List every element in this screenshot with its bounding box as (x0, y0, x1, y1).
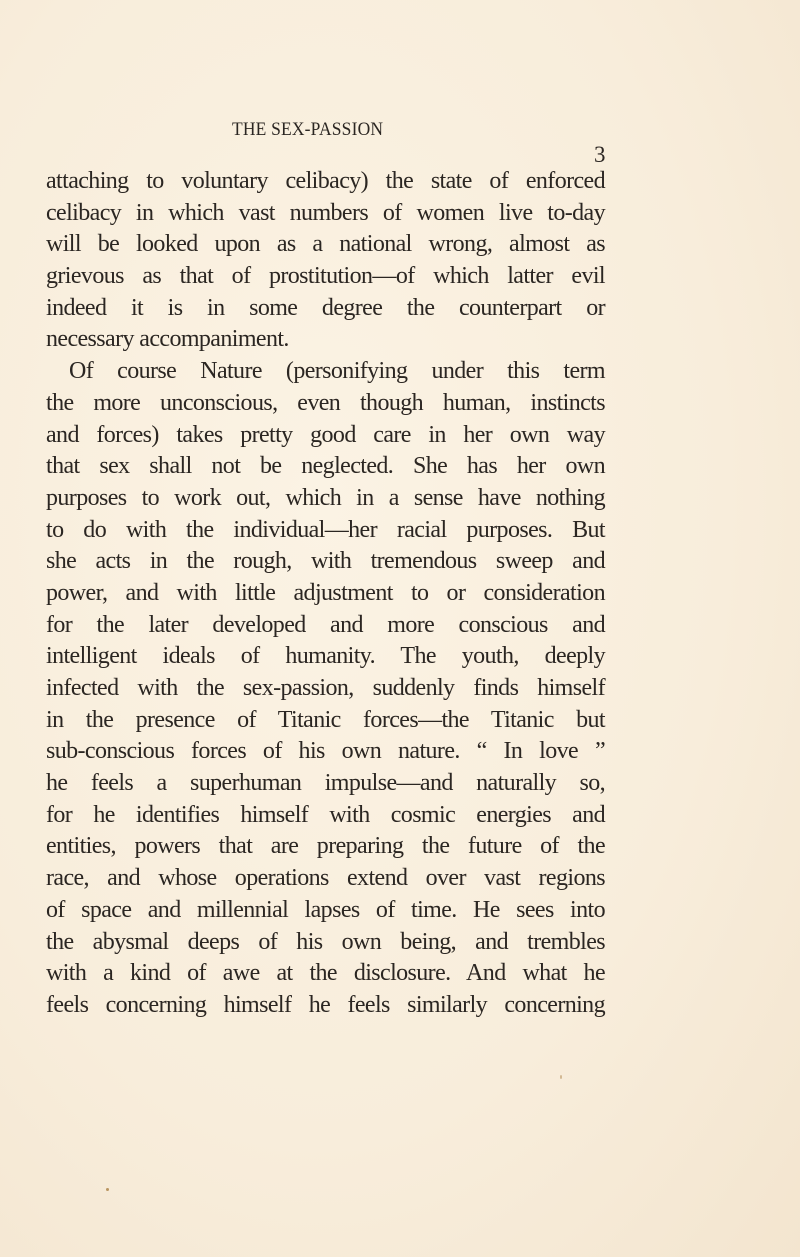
text-line: sub-conscious forces of his own nature. “ In love ” (46, 738, 605, 765)
text-line: intelligent ideals of humanity. The youth, deeply (46, 643, 605, 670)
text-line: grievous as that of prostitution—of which latter evil (46, 263, 605, 290)
text-line: celibacy in which vast numbers of women live to-day (46, 199, 605, 226)
text-line: Of course Nature (personifying under this term (69, 358, 605, 385)
text-line: the more unconscious, even though human, instincts (46, 389, 605, 416)
text-line: the abysmal deeps of his own being, and trembles (46, 928, 605, 955)
text-line: she acts in the rough, with tremendous sweep and (46, 548, 605, 575)
text-line: for the later developed and more conscious and (46, 611, 605, 638)
running-head-title: THE SEX-PASSION (232, 119, 384, 140)
paper-speck (106, 1188, 109, 1191)
text-line: of space and millennial lapses of time. He sees into (46, 896, 605, 923)
text-line: necessary accompaniment. (46, 326, 289, 353)
text-line: for he identifies himself with cosmic energies and (46, 801, 605, 828)
body-text (46, 166, 605, 1022)
text-line: purposes to work out, which in a sense have nothing (46, 484, 605, 511)
text-line: that sex shall not be neglected. She has her own (46, 453, 605, 480)
text-line: with a kind of awe at the disclosure. And what he (46, 960, 605, 987)
text-line: power, and with little adjustment to or consideration (46, 579, 605, 606)
text-line: attaching to voluntary celibacy) the state of enforced (46, 168, 605, 194)
text-line: he feels a superhuman impulse—and naturally so, (46, 770, 605, 797)
text-line: feels concerning himself he feels similarly concerning (46, 991, 605, 1018)
text-line: in the presence of Titanic forces—the Titanic but (46, 706, 605, 733)
text-line: to do with the individual—her racial purposes. But (46, 516, 605, 543)
text-line: entities, powers that are preparing the future of the (46, 833, 605, 860)
text-line: infected with the sex-passion, suddenly finds himself (46, 675, 605, 701)
text-line: indeed it is in some degree the counterpart or (46, 294, 605, 321)
paper-speck (560, 1075, 562, 1079)
text-line: will be looked upon as a national wrong, almost as (46, 231, 605, 258)
text-line: race, and whose operations extend over vast regions (46, 865, 605, 892)
text-line: and forces) takes pretty good care in her own way (46, 421, 605, 448)
page-number: 3 (594, 142, 606, 167)
